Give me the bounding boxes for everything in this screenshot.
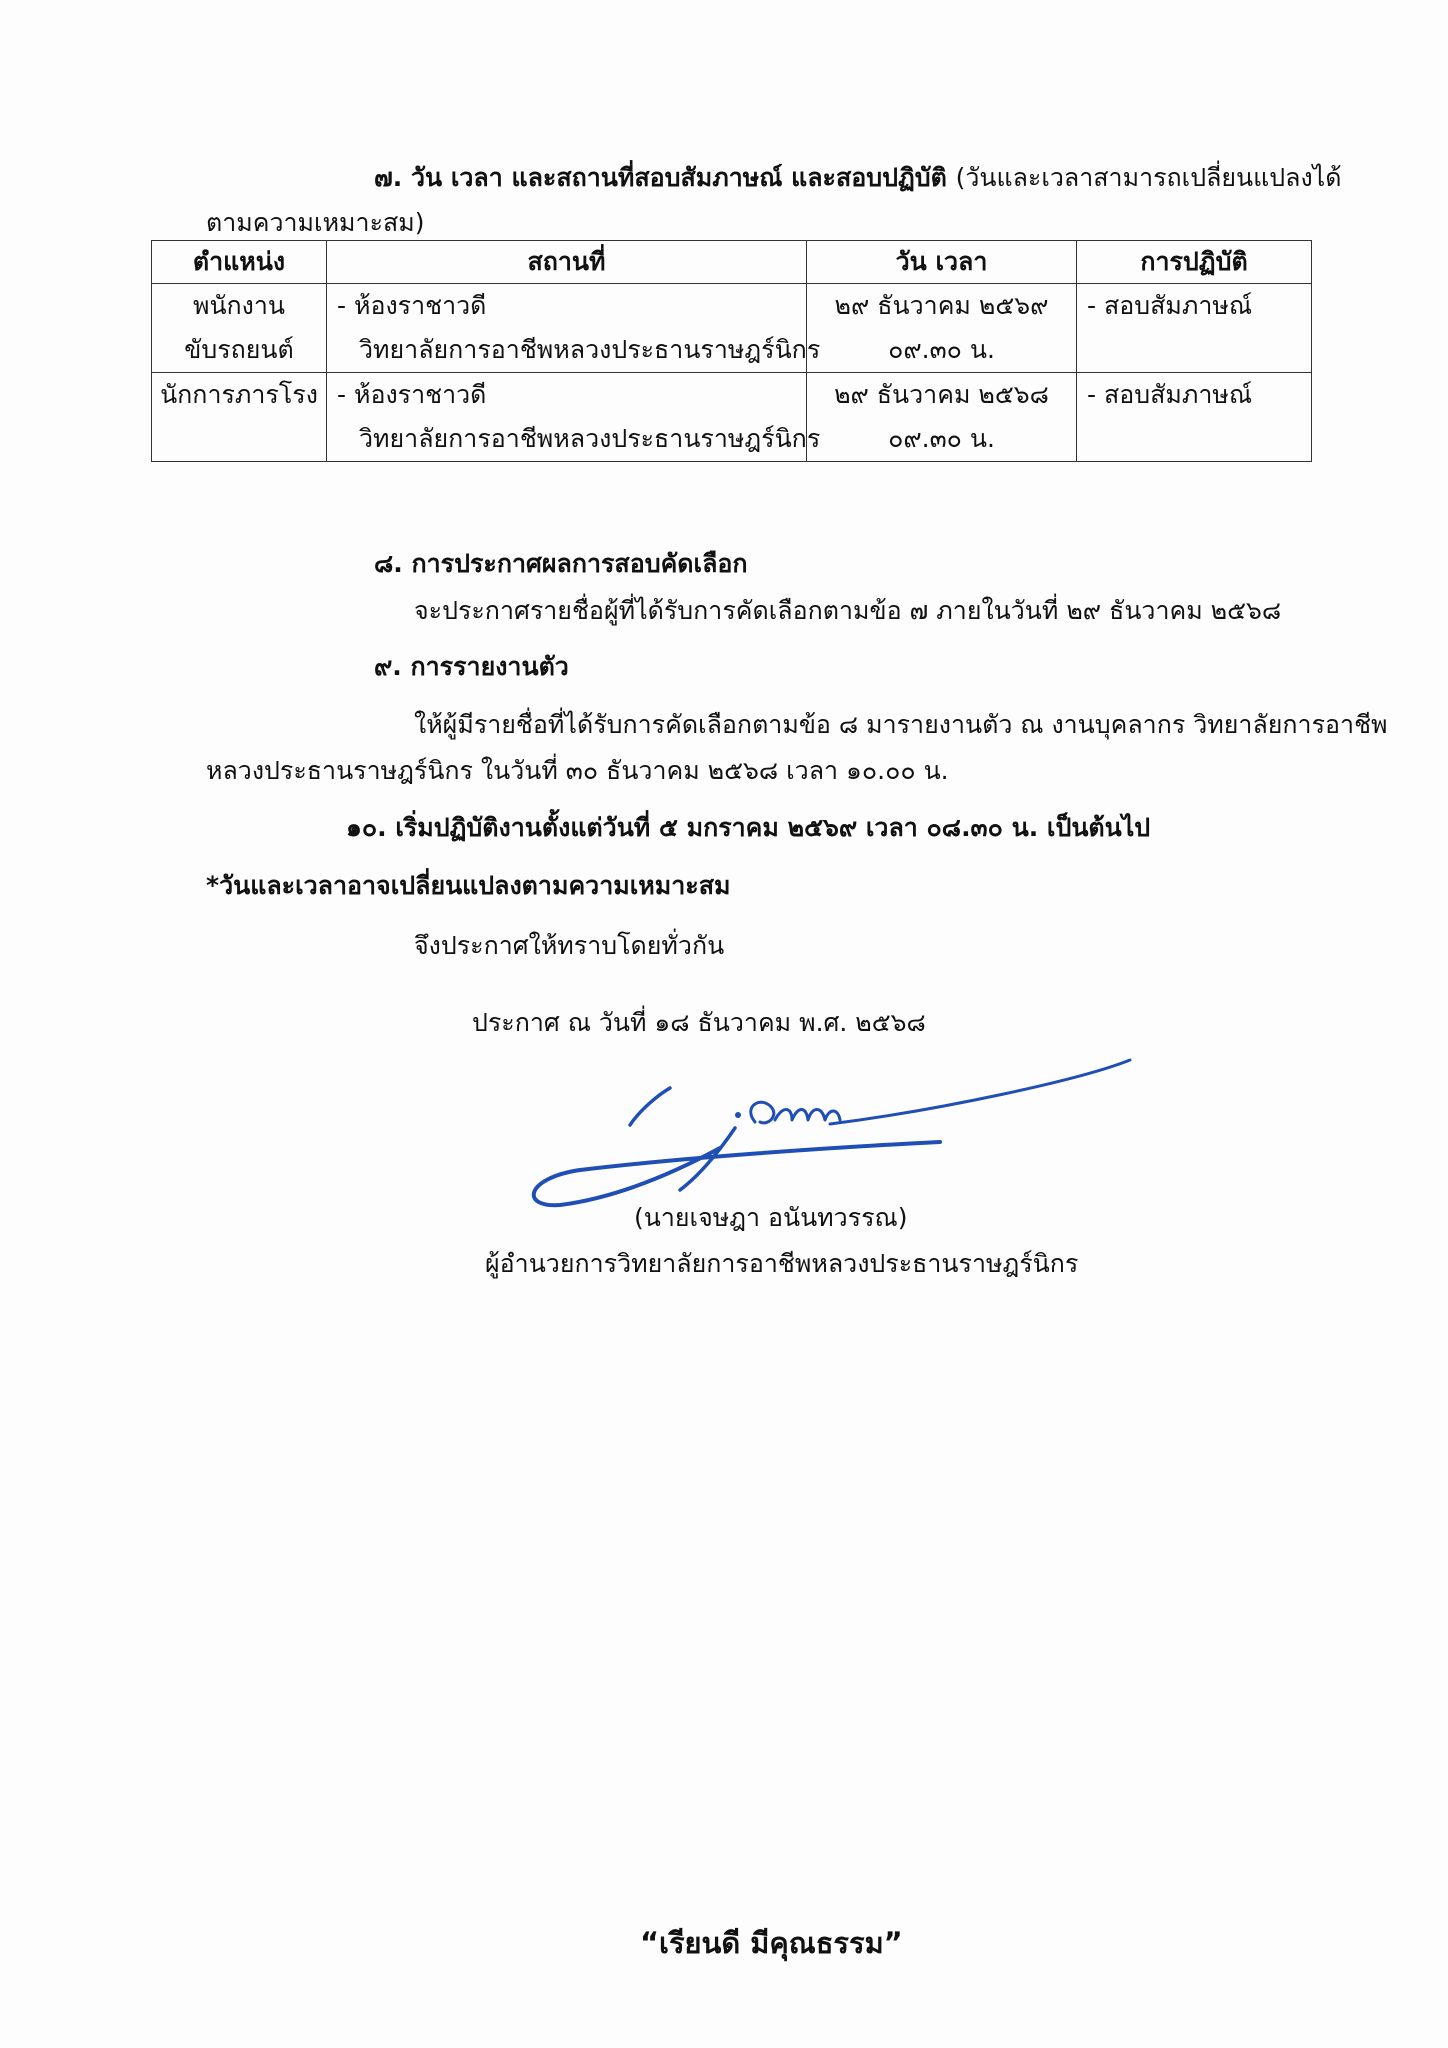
- schedule-table: [151, 240, 1312, 462]
- time-text: ๐๙.๓๐ น.: [888, 335, 995, 364]
- cell-location: [327, 373, 821, 462]
- section-8-body: จะประกาศรายชื่อผู้ที่ได้รับการคัดเลือกตามข้อ ๗ ภายในวันที่ ๒๙ ธันวาคม ๒๕๖๘: [414, 596, 1282, 625]
- announcement-date: ประกาศ ณ วันที่ ๑๘ ธันวาคม พ.ศ. ๒๕๖๘: [472, 1008, 926, 1037]
- section-7-note: (วันและเวลาสามารถเปลี่ยนแปลงได้: [955, 163, 1342, 192]
- section-7-heading: [374, 162, 1341, 193]
- header-location: สถานที่: [327, 241, 807, 284]
- header-datetime: วัน เวลา: [807, 241, 1077, 284]
- cell-position: [152, 373, 327, 462]
- signer-name: (นายเจษฎา อนันทวรรณ): [634, 1203, 908, 1232]
- date-text: ๒๙ ธันวาคม ๒๕๖๘: [834, 380, 1049, 409]
- change-notice: *วันและเวลาอาจเปลี่ยนแปลงตามความเหมาะสม: [206, 871, 731, 900]
- header-action: การปฏิบัติ: [1077, 241, 1312, 284]
- location-college: วิทยาลัยการอาชีพหลวงประธานราษฎร์นิกร: [359, 424, 821, 453]
- position-line: พนักงาน: [192, 291, 286, 320]
- location-room: - ห้องราชาวดี: [337, 380, 487, 409]
- cell-location: [327, 284, 821, 373]
- table-row: [152, 373, 1312, 462]
- header-position: ตำแหน่ง: [152, 241, 327, 284]
- section-7-title: ๗. วัน เวลา และสถานที่สอบสัมภาษณ์ และสอบปฏิบัติ: [374, 163, 947, 192]
- action-text: - สอบสัมภาษณ์: [1087, 291, 1253, 320]
- section-8-heading: ๘. การประกาศผลการสอบคัดเลือก: [374, 549, 748, 578]
- signer-title: ผู้อำนวยการวิทยาลัยการอาชีพหลวงประธานราษฎร์นิกร: [485, 1249, 1079, 1278]
- announcement-closing: จึงประกาศให้ทราบโดยทั่วกัน: [414, 931, 725, 960]
- section-7-note-continued: ตามความเหมาะสม): [206, 208, 425, 237]
- college-motto: “เรียนดี มีคุณธรรม”: [640, 1926, 903, 1960]
- date-text: ๒๙ ธันวาคม ๒๕๖๙: [834, 291, 1049, 320]
- action-text: - สอบสัมภาษณ์: [1087, 380, 1253, 409]
- cell-datetime: [807, 284, 1077, 373]
- section-9-heading: ๙. การรายงานตัว: [374, 652, 569, 681]
- position-line: ขับรถยนต์: [184, 335, 294, 364]
- location-room: - ห้องราชาวดี: [337, 291, 487, 320]
- location-college: วิทยาลัยการอาชีพหลวงประธานราษฎร์นิกร: [359, 335, 821, 364]
- handwritten-signature: [520, 1040, 1140, 1220]
- cell-action: [1077, 284, 1312, 373]
- cell-position: [152, 284, 327, 373]
- section-9-body-line-2: หลวงประธานราษฎร์นิกร ในวันที่ ๓๐ ธันวาคม ๒๕๖๘ เวลา ๑๐.๐๐ น.: [206, 756, 949, 785]
- position-line: นักการภารโรง: [160, 380, 318, 409]
- section-9-body-line-1: ให้ผู้มีรายชื่อที่ได้รับการคัดเลือกตามข้อ ๘ มารายงานตัว ณ งานบุคลากร วิทยาลัยการอาชีพ: [414, 710, 1388, 739]
- cell-action: [1077, 373, 1312, 462]
- section-10-start-date: ๑๐. เริ่มปฏิบัติงานตั้งแต่วันที่ ๕ มกราคม ๒๕๖๙ เวลา ๐๘.๓๐ น. เป็นต้นไป: [346, 813, 1151, 842]
- table-row: [152, 284, 1312, 373]
- table-header-row: [152, 241, 1312, 284]
- cell-datetime: [807, 373, 1077, 462]
- time-text: ๐๙.๓๐ น.: [888, 424, 995, 453]
